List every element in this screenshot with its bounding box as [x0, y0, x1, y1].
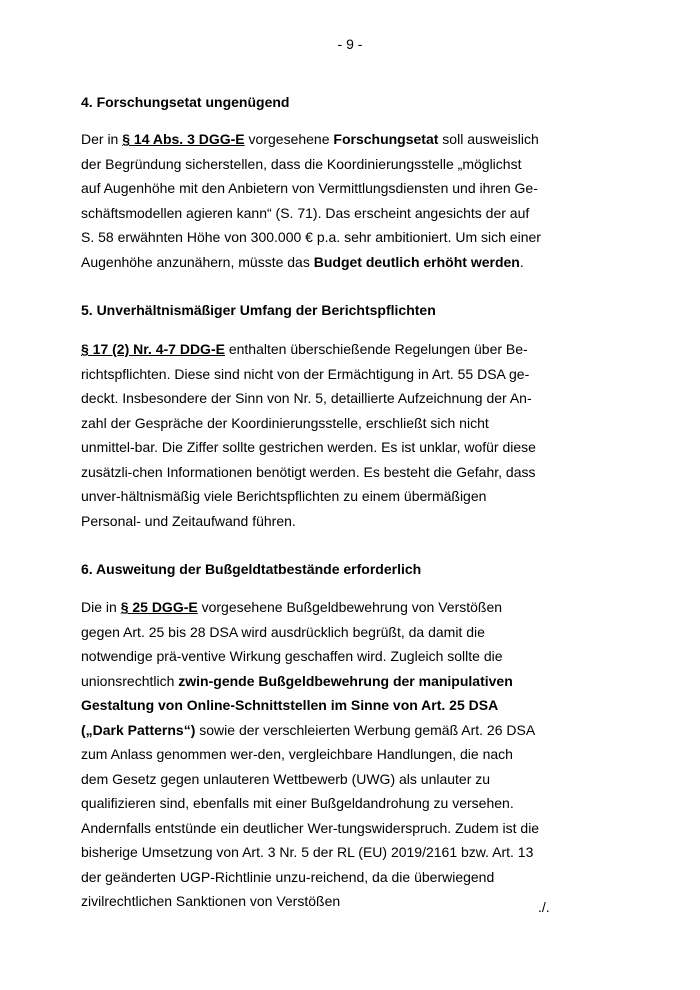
section-bussgeldtatbestaende [81, 557, 541, 914]
emphasis: Budget deutlich erhöht werden [313, 253, 520, 270]
section-forschungsetat [81, 90, 541, 274]
emphasis: zwin-gende Bußgeldbewehrung der manipulativen Gestaltung von Online-Schnittstellen im Sinne von Art. 25 DSA („Dark Patterns“) [81, 672, 513, 738]
emphasis: Forschungsetat [333, 131, 439, 147]
text-run: sowie der verschleierten Werbung gemäß Art. 26 DSA zum Anlass genommen wer-den, vergleichbare Handlungen, die nach dem Gesetz gegen unlauteren Wettbewerb (UWG) als unlauter zu qualifizieren sind, ebenfalls mit einer Bußgeldandrohung zu versehen. Andernfalls entstünde ein deutlicher Wer-tungswiderspruch. Zudem ist die bisherige Umsetzung von Art. 3 Nr. 5 der RL (EU) 2019/2161 bzw. Art. 13 der geänderten UGP-Richtlinie unzu-reichend, da die überwiegend zivilrechtlichen Sanktionen von Verstößen [81, 721, 540, 909]
text-run: vorgesehene Bußgeldbewehrung von Verstößen gegen Art. 25 bis 28 DSA wird ausdrücklich begrüßt, da damit die notwendige prä-ventive Wirkung geschaffen wird. Zugleich sollte die unionsrechtlich [81, 599, 503, 689]
section-paragraph [81, 337, 541, 533]
section-heading: 6. Ausweitung der Bußgeldtatbestände erforderlich [81, 561, 422, 577]
text-run: Die in [81, 599, 121, 615]
section-paragraph [81, 127, 541, 274]
text-run: Der in [81, 131, 123, 147]
legal-reference: § 25 DGG-E [120, 599, 198, 615]
text-run: vorgesehene [244, 131, 334, 147]
legal-reference: § 14 Abs. 3 DGG-E [122, 131, 245, 147]
document-body [81, 90, 541, 914]
text-run: . [519, 253, 524, 270]
section-berichtspflichten [81, 298, 541, 533]
legal-reference: § 17 (2) Nr. 4-7 DDG-E [81, 341, 225, 357]
page-number: - 9 - [337, 36, 363, 52]
section-paragraph [81, 595, 541, 914]
text-run: enthalten überschießende Regelungen über Be-richtspflichten. Diese sind nicht von der Ermächtigung in Art. 55 DSA ge-deckt. Insbesondere der Sinn von Nr. 5, detaillierte Aufzeichnung der An-zahl der Gespräche der Koordinierungsstelle, erschließt sich nicht unmittel-bar. Die Ziffer sollte gestrichen werden. Es ist unklar, wofür diese zusätzli-chen Informationen benötigt werden. Es besteht die Gefahr, dass unver-hältnismäßig viele Berichtspflichten zu einem übermäßigen Personal- und Zeitaufwand führen. [81, 341, 536, 529]
continuation-mark: ./. [538, 899, 550, 915]
section-heading: 4. Forschungsetat ungenügend [81, 94, 290, 110]
text-run: soll ausweislich der Begründung sicherstellen, dass die Koordinierungsstelle „möglichst auf Augenhöhe mit den Anbietern von Vermittlungsdiensten und ihren Ge-schäftsmodellen agieren kann“ (S. 71). Das erscheint angesichts der auf S. 58 erwähnten Höhe von 300.000 € p.a. sehr ambitioniert. Um sich einer Augenhöhe anzunähern, müsste das [81, 131, 541, 270]
section-heading: 5. Unverhältnismäßiger Umfang der Berichtspflichten [81, 302, 436, 318]
